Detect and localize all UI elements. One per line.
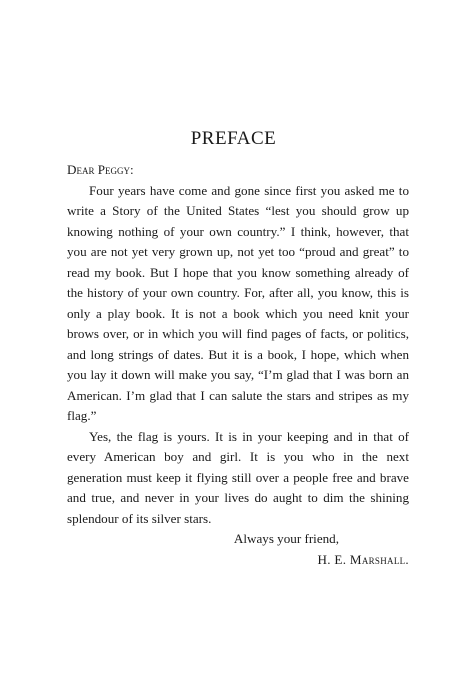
signature: H. E. Marshall. [317,551,409,567]
paragraph-1: Four years have come and gone since first you asked me to write a Story of the United States “lest you should grow up knowing nothing of your own country.” I think, however, that you are not yet very grown up, not yet too “proud and great” to read my book. But I hope that you know something already of the history of your own country. For, after all, you know, this is only a play book. It is not a book which you need knit your brows over, or in which you will find pages of facts, or politics, and long strings of dates. But it is a book, I hope, which when you lay it down will make you say, “I’m glad that I was born an American. I’m glad that I can salute the stars and stripes as my flag.” [67,182,409,423]
paragraph-2: Yes, the flag is yours. It is in your keeping and in that of every American boy and girl. It is you who in the next generation must keep it flying still over a people free and brave and true, and never in your lives do aught to dim the shining splendour of its silver stars. [67,428,409,526]
page-title: PREFACE [190,128,277,149]
preface-body [67,160,409,570]
closing-line: Always your friend, [233,531,339,546]
salutation: Dear Peggy: [67,162,134,177]
